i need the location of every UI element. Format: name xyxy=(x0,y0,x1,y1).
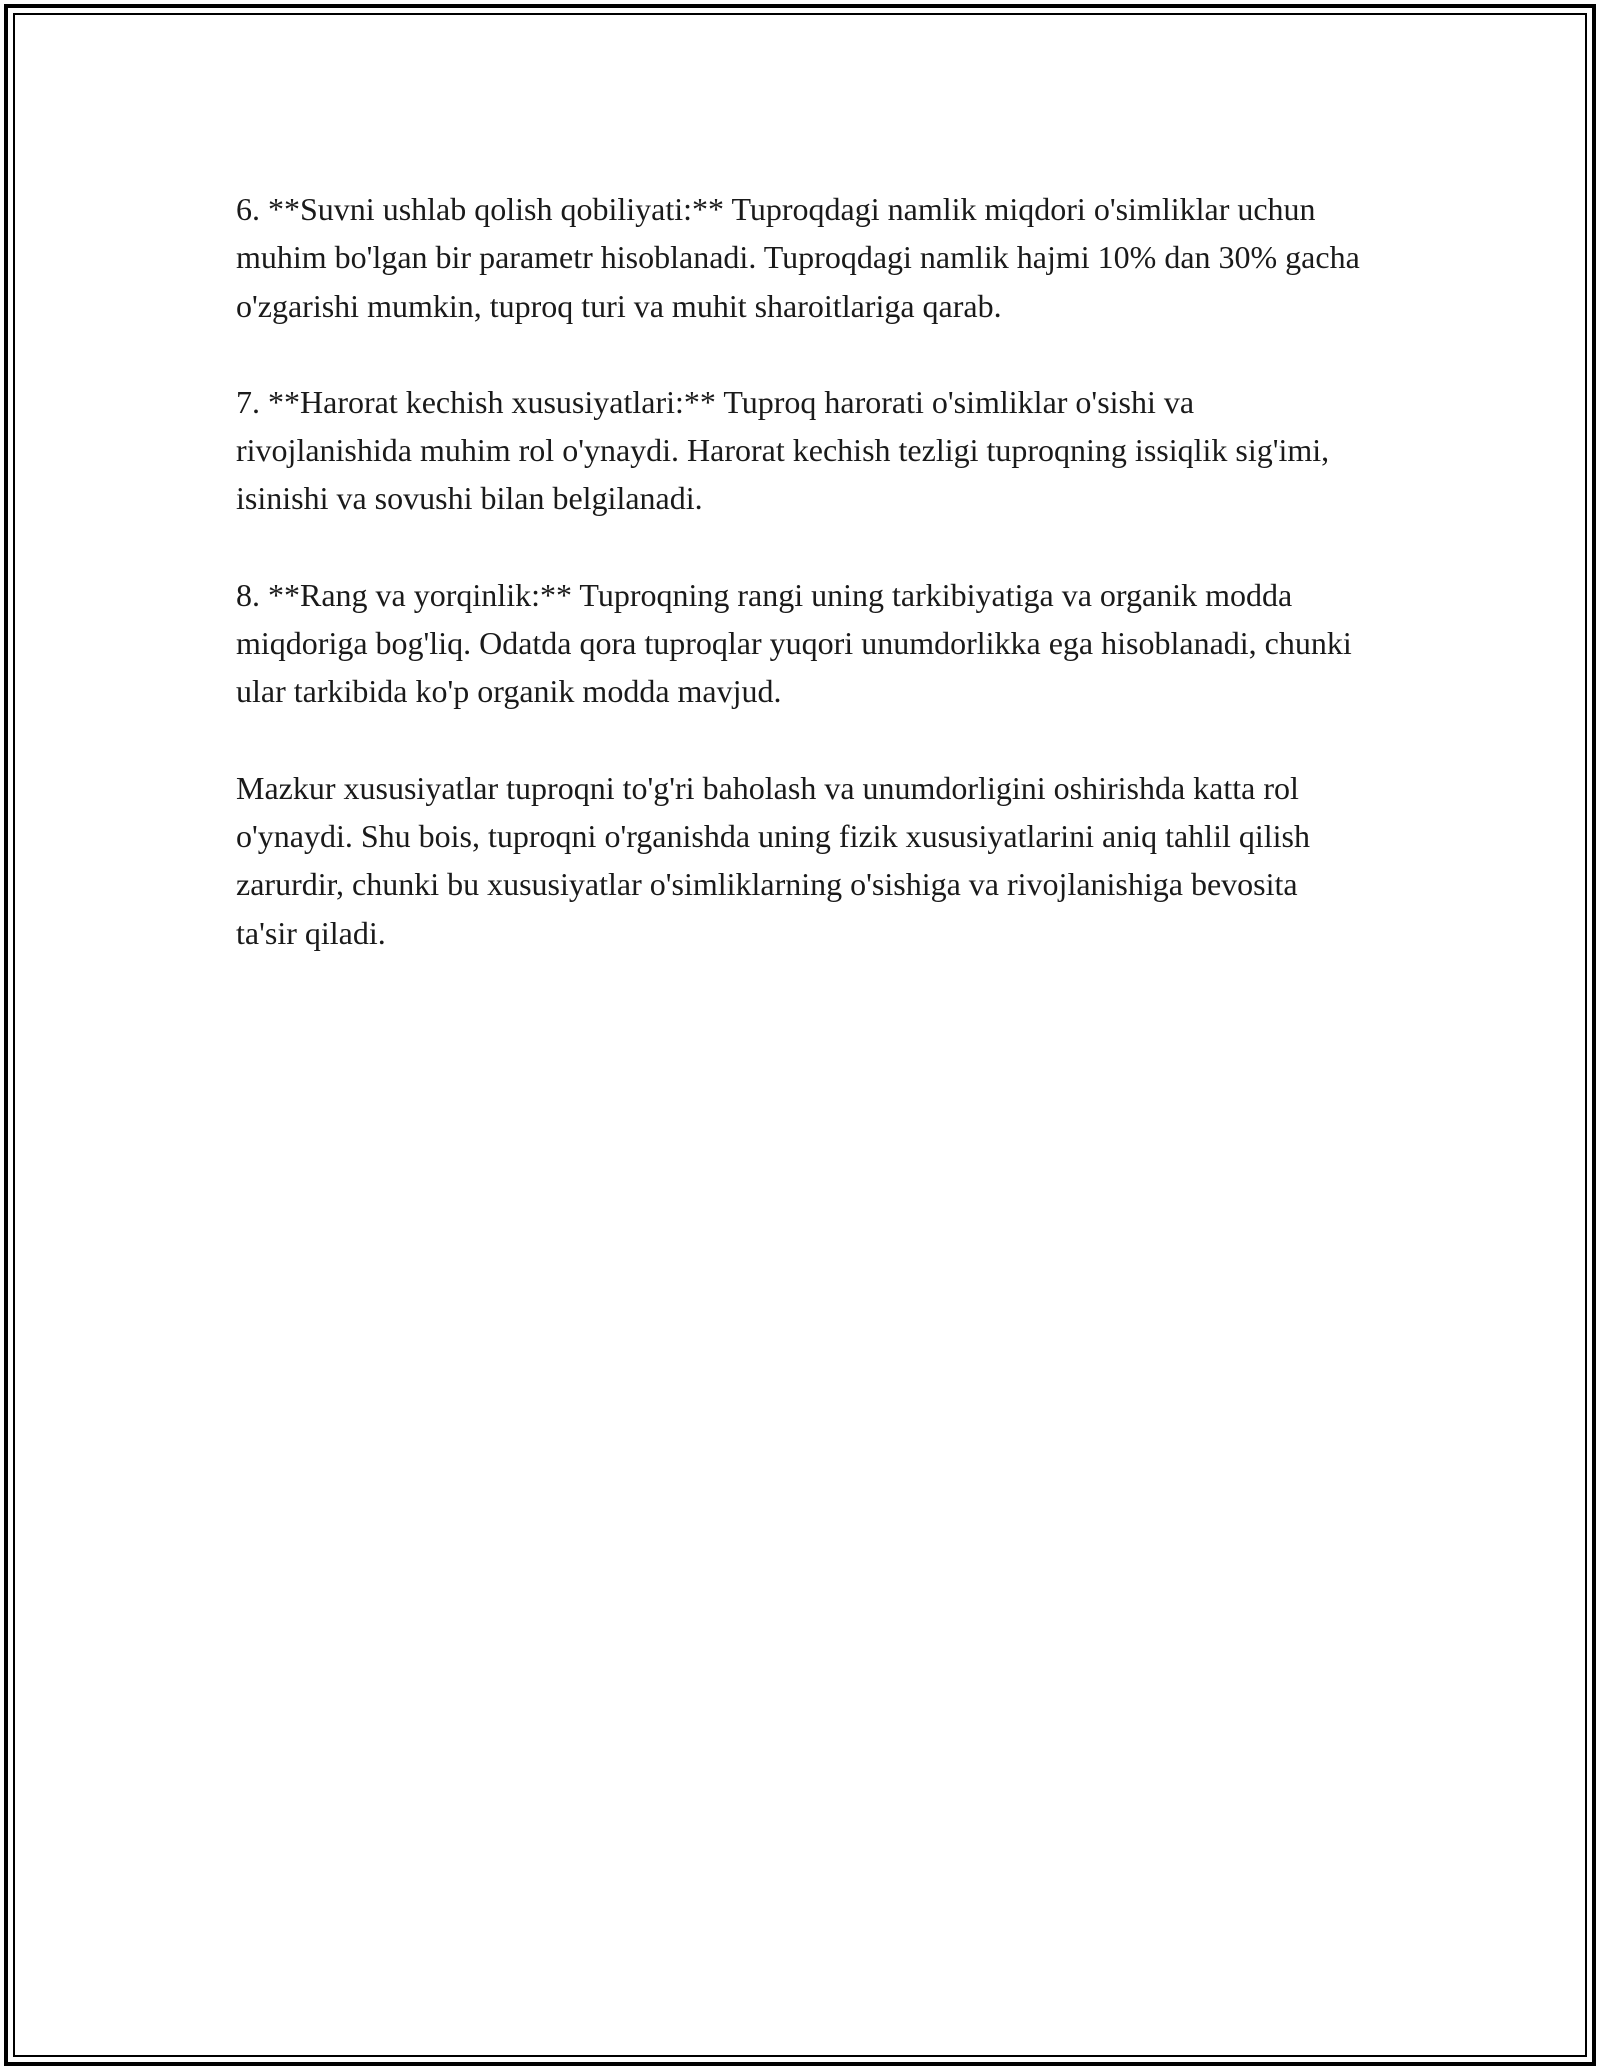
paragraph-water-retention: 6. **Suvni ushlab qolish qobiliyati:** Tuproqdagi namlik miqdori o'simliklar uchun muhim bo'lgan bir parametr hisoblanadi. Tuproqdagi namlik hajmi 10% dan 30% gacha o'zgarishi mumkin, tuproq turi va muhit sharoitlariga qarab. xyxy=(236,191,1360,324)
paragraph-color-brightness: 8. **Rang va yorqinlik:** Tuproqning rangi uning tarkibiyatiga va organik modda miqdoriga bog'liq. Odatda qora tuproqlar yuqori unumdorlikka ega hisoblanadi, chunki ular tarkibida ko'p organik modda mavjud. xyxy=(236,576,1352,710)
paragraph-temperature-properties: 7. **Harorat kechish xususiyatlari:** Tuproq harorati o'simliklar o'sishi va rivojlanishida muhim rol o'ynaydi. Harorat kechish tezligi tuproqning issiqlik sig'imi, isinishi va sovushi bilan belgilanadi. xyxy=(236,383,1330,517)
document-body xyxy=(236,185,1366,1005)
paragraph-conclusion: Mazkur xususiyatlar tuproqni to'g'ri baholash va unumdorligini oshirishda katta rol o'ynaydi. Shu bois, tuproqni o'rganishda uning fizik xususiyatlarini aniq tahlil qilish zarurdir, chunki bu xususiyatlar o'simliklarning o'sishiga va rivojlanishiga bevosita ta'sir qiladi. xyxy=(236,769,1310,951)
